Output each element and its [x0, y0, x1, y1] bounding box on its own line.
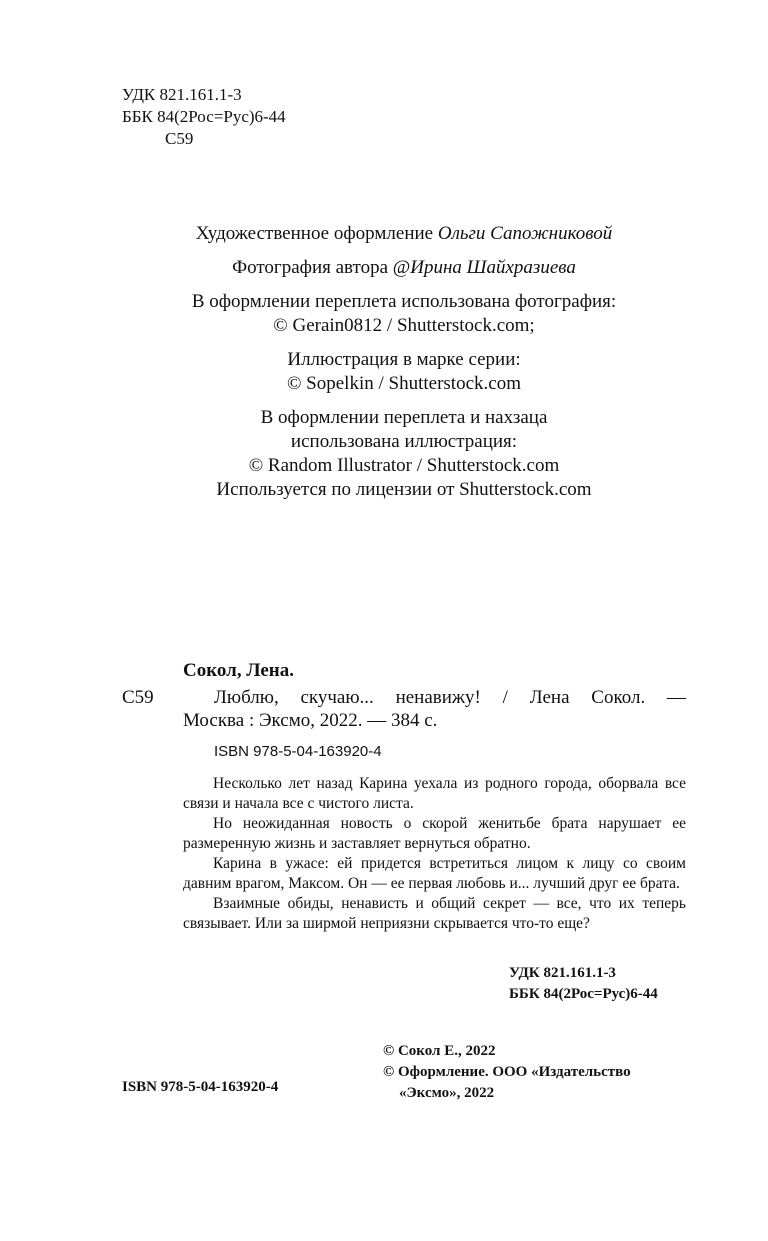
binding-credit-line: © Gerain0812 / Shutterstock.com; — [273, 315, 535, 336]
design-credit — [100, 222, 708, 246]
copyright-author: © Сокол Е., 2022 — [383, 1043, 496, 1059]
photo-credit-prefix: Фотография автора @ — [232, 257, 411, 278]
credits-block — [100, 222, 708, 512]
index-bbk: ББК 84(2Рос=Рус)6-44 — [509, 986, 658, 1002]
annotation-paragraph: Несколько лет назад Карина уехала из родного города, оборвала все связи и начала все с чистого листа. — [183, 775, 686, 812]
series-credit-line: © Sopelkin / Shutterstock.com — [287, 373, 521, 394]
series-credit — [100, 348, 708, 396]
catalog-title-line: Москва : Эксмо, 2022. — 384 с. — [183, 710, 438, 731]
catalog-author-mark: С59 — [122, 687, 154, 708]
license-line: Используется по лицензии от Shutterstock.com — [216, 479, 592, 500]
udk-code: УДК 821.161.1-3 — [122, 85, 242, 104]
copyright-design-line2: «Эксмо», 2022 — [399, 1085, 495, 1101]
design-credit-name: Ольги Сапожниковой — [437, 223, 613, 244]
catalog-isbn: ISBN 978-5-04-163920-4 — [214, 743, 382, 760]
annotation-paragraph: Взаимные обиды, ненависть и общий секрет — все, что их теперь связывает. Или за ширмой неприязни скрывается что-то еще? — [183, 895, 686, 932]
binding-credit — [100, 290, 708, 338]
endpaper-credit-line: В оформлении переплета и нахзаца — [260, 407, 548, 428]
author-mark: С59 — [165, 129, 194, 148]
binding-credit-line: В оформлении переплета использована фотография: — [191, 291, 617, 312]
index-udk: УДК 821.161.1-3 — [509, 965, 616, 981]
series-credit-line: Иллюстрация в марке серии: — [287, 349, 521, 370]
bbk-code: ББК 84(2Рос=Рус)6-44 — [122, 107, 286, 126]
photo-credit — [100, 256, 708, 280]
copyright-design: © Оформление. ООО «Издательство — [383, 1064, 631, 1080]
endpaper-credit-line: © Random Illustrator / Shutterstock.com — [248, 455, 560, 476]
endpaper-credit-line: использована иллюстрация: — [290, 431, 518, 452]
footer-isbn: ISBN 978-5-04-163920-4 — [122, 1079, 279, 1095]
annotation — [183, 774, 686, 934]
catalog-author-heading: Сокол, Лена. — [183, 660, 294, 681]
design-credit-prefix: Художественное оформление — [195, 223, 438, 244]
endpaper-credit — [100, 406, 708, 502]
catalog-title-line: Люблю, скучаю... ненавижу! / Лена Сокол. — — [214, 687, 686, 708]
annotation-paragraph: Но неожиданная новость о скорой женитьбе брата нарушает ее размеренную жизнь и заставляет вернуться обратно. — [183, 815, 686, 852]
annotation-paragraph: Карина в ужасе: ей придется встретиться лицом к лицу со своим давним врагом, Максом. Он — ее первая любовь и... лучший друг ее брата. — [183, 855, 686, 892]
photo-credit-name: Ирина Шайхразиева — [410, 257, 576, 278]
